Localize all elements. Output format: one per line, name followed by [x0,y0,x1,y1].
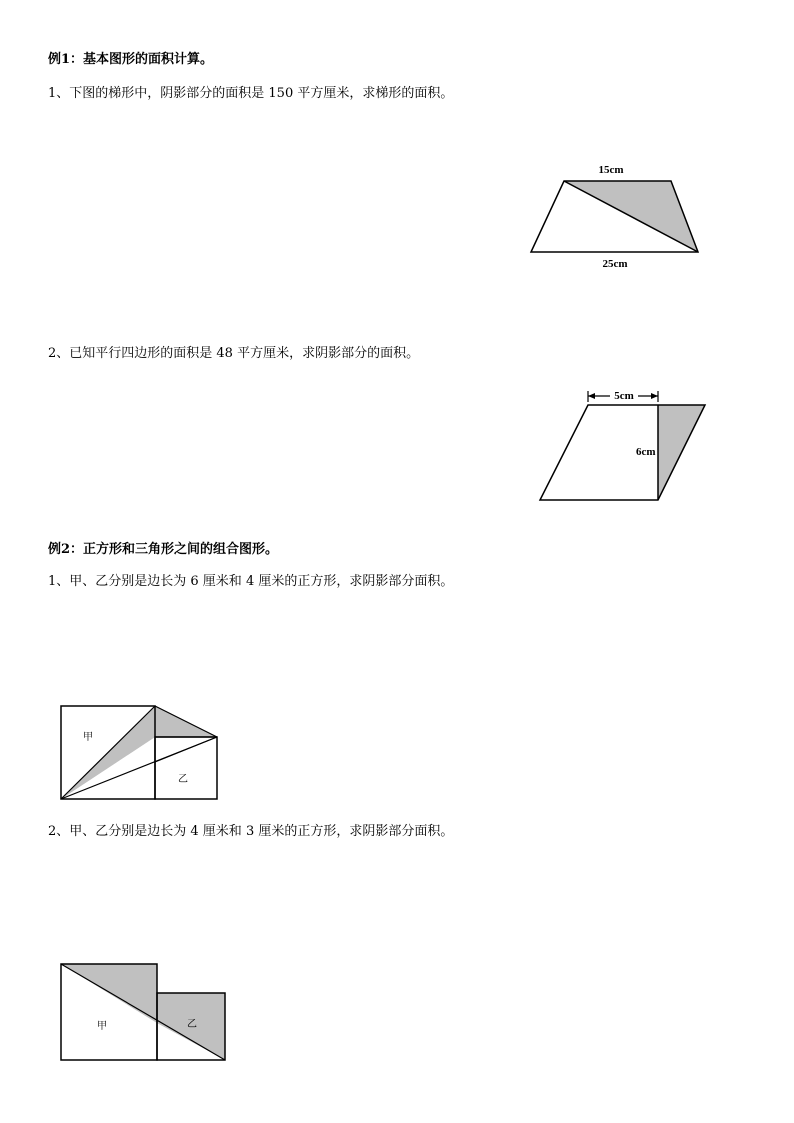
trapezoid-figure [520,155,710,275]
squares2-label-jia: 甲 [97,1021,107,1032]
parallelogram-height-label: 6cm [636,446,656,458]
squares1-label-yi: 乙 [178,774,188,785]
trapezoid-bottom-label: 25cm [602,258,628,270]
example1-question2: 2、已知平行四边形的面积是 48 平方厘米，求阴影部分的面积。 [48,346,420,361]
parallelogram-figure [530,383,720,508]
squares1-label-jia: 甲 [83,732,93,743]
example2-heading: 例2：正方形和三角形之间的组合图形。 [48,542,279,557]
example2-question1: 1、甲、乙分别是边长为 6 厘米和 4 厘米的正方形，求阴影部分面积。 [48,574,454,589]
trapezoid-top-label: 15cm [598,164,624,176]
parallelogram-width-label: 5cm [614,390,634,402]
example2-question2: 2、甲、乙分别是边长为 4 厘米和 3 厘米的正方形，求阴影部分面积。 [48,824,454,839]
squares-figure-1 [55,700,225,805]
example1-heading: 例1：基本图形的面积计算。 [48,52,214,67]
example1-question1: 1、下图的梯形中，阴影部分的面积是 150 平方厘米，求梯形的面积。 [48,86,454,101]
squares-figure-2 [55,958,235,1068]
squares2-label-yi: 乙 [187,1019,197,1030]
